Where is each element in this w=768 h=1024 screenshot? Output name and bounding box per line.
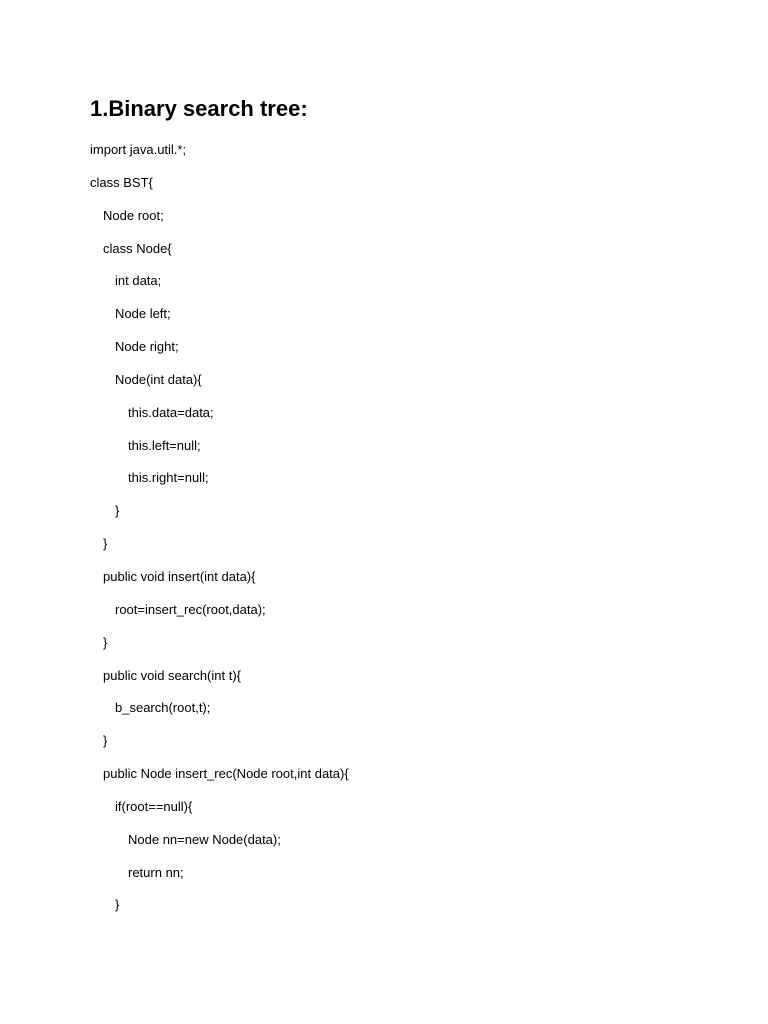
- code-line: }: [103, 634, 108, 650]
- code-line: }: [103, 733, 108, 749]
- code-line: }: [103, 536, 108, 552]
- code-line: Node left;: [115, 306, 171, 322]
- code-line: }: [115, 503, 120, 519]
- code-line: return nn;: [128, 864, 184, 880]
- code-line: if(root==null){: [115, 798, 193, 814]
- code-line: public void insert(int data){: [103, 568, 256, 584]
- code-line: }: [115, 897, 120, 913]
- code-line: b_search(root,t);: [115, 700, 211, 716]
- code-line: Node root;: [103, 207, 164, 223]
- code-line: this.data=data;: [128, 404, 214, 420]
- code-line: root=insert_rec(root,data);: [115, 601, 266, 617]
- code-line: this.left=null;: [128, 437, 201, 453]
- code-line: Node(int data){: [115, 371, 202, 387]
- code-listing: [90, 139, 349, 927]
- code-line: class BST{: [90, 174, 153, 190]
- code-line: int data;: [115, 273, 162, 289]
- code-line: public void search(int t){: [103, 667, 242, 683]
- code-line: Node right;: [115, 339, 179, 355]
- code-line: class Node{: [103, 240, 172, 256]
- code-line: import java.util.*;: [90, 142, 187, 157]
- code-line: public Node insert_rec(Node root,int data){: [103, 766, 349, 782]
- code-line: this.right=null;: [128, 470, 209, 486]
- code-line: Node nn=new Node(data);: [128, 831, 281, 847]
- document-heading: 1.Binary search tree:: [90, 96, 308, 121]
